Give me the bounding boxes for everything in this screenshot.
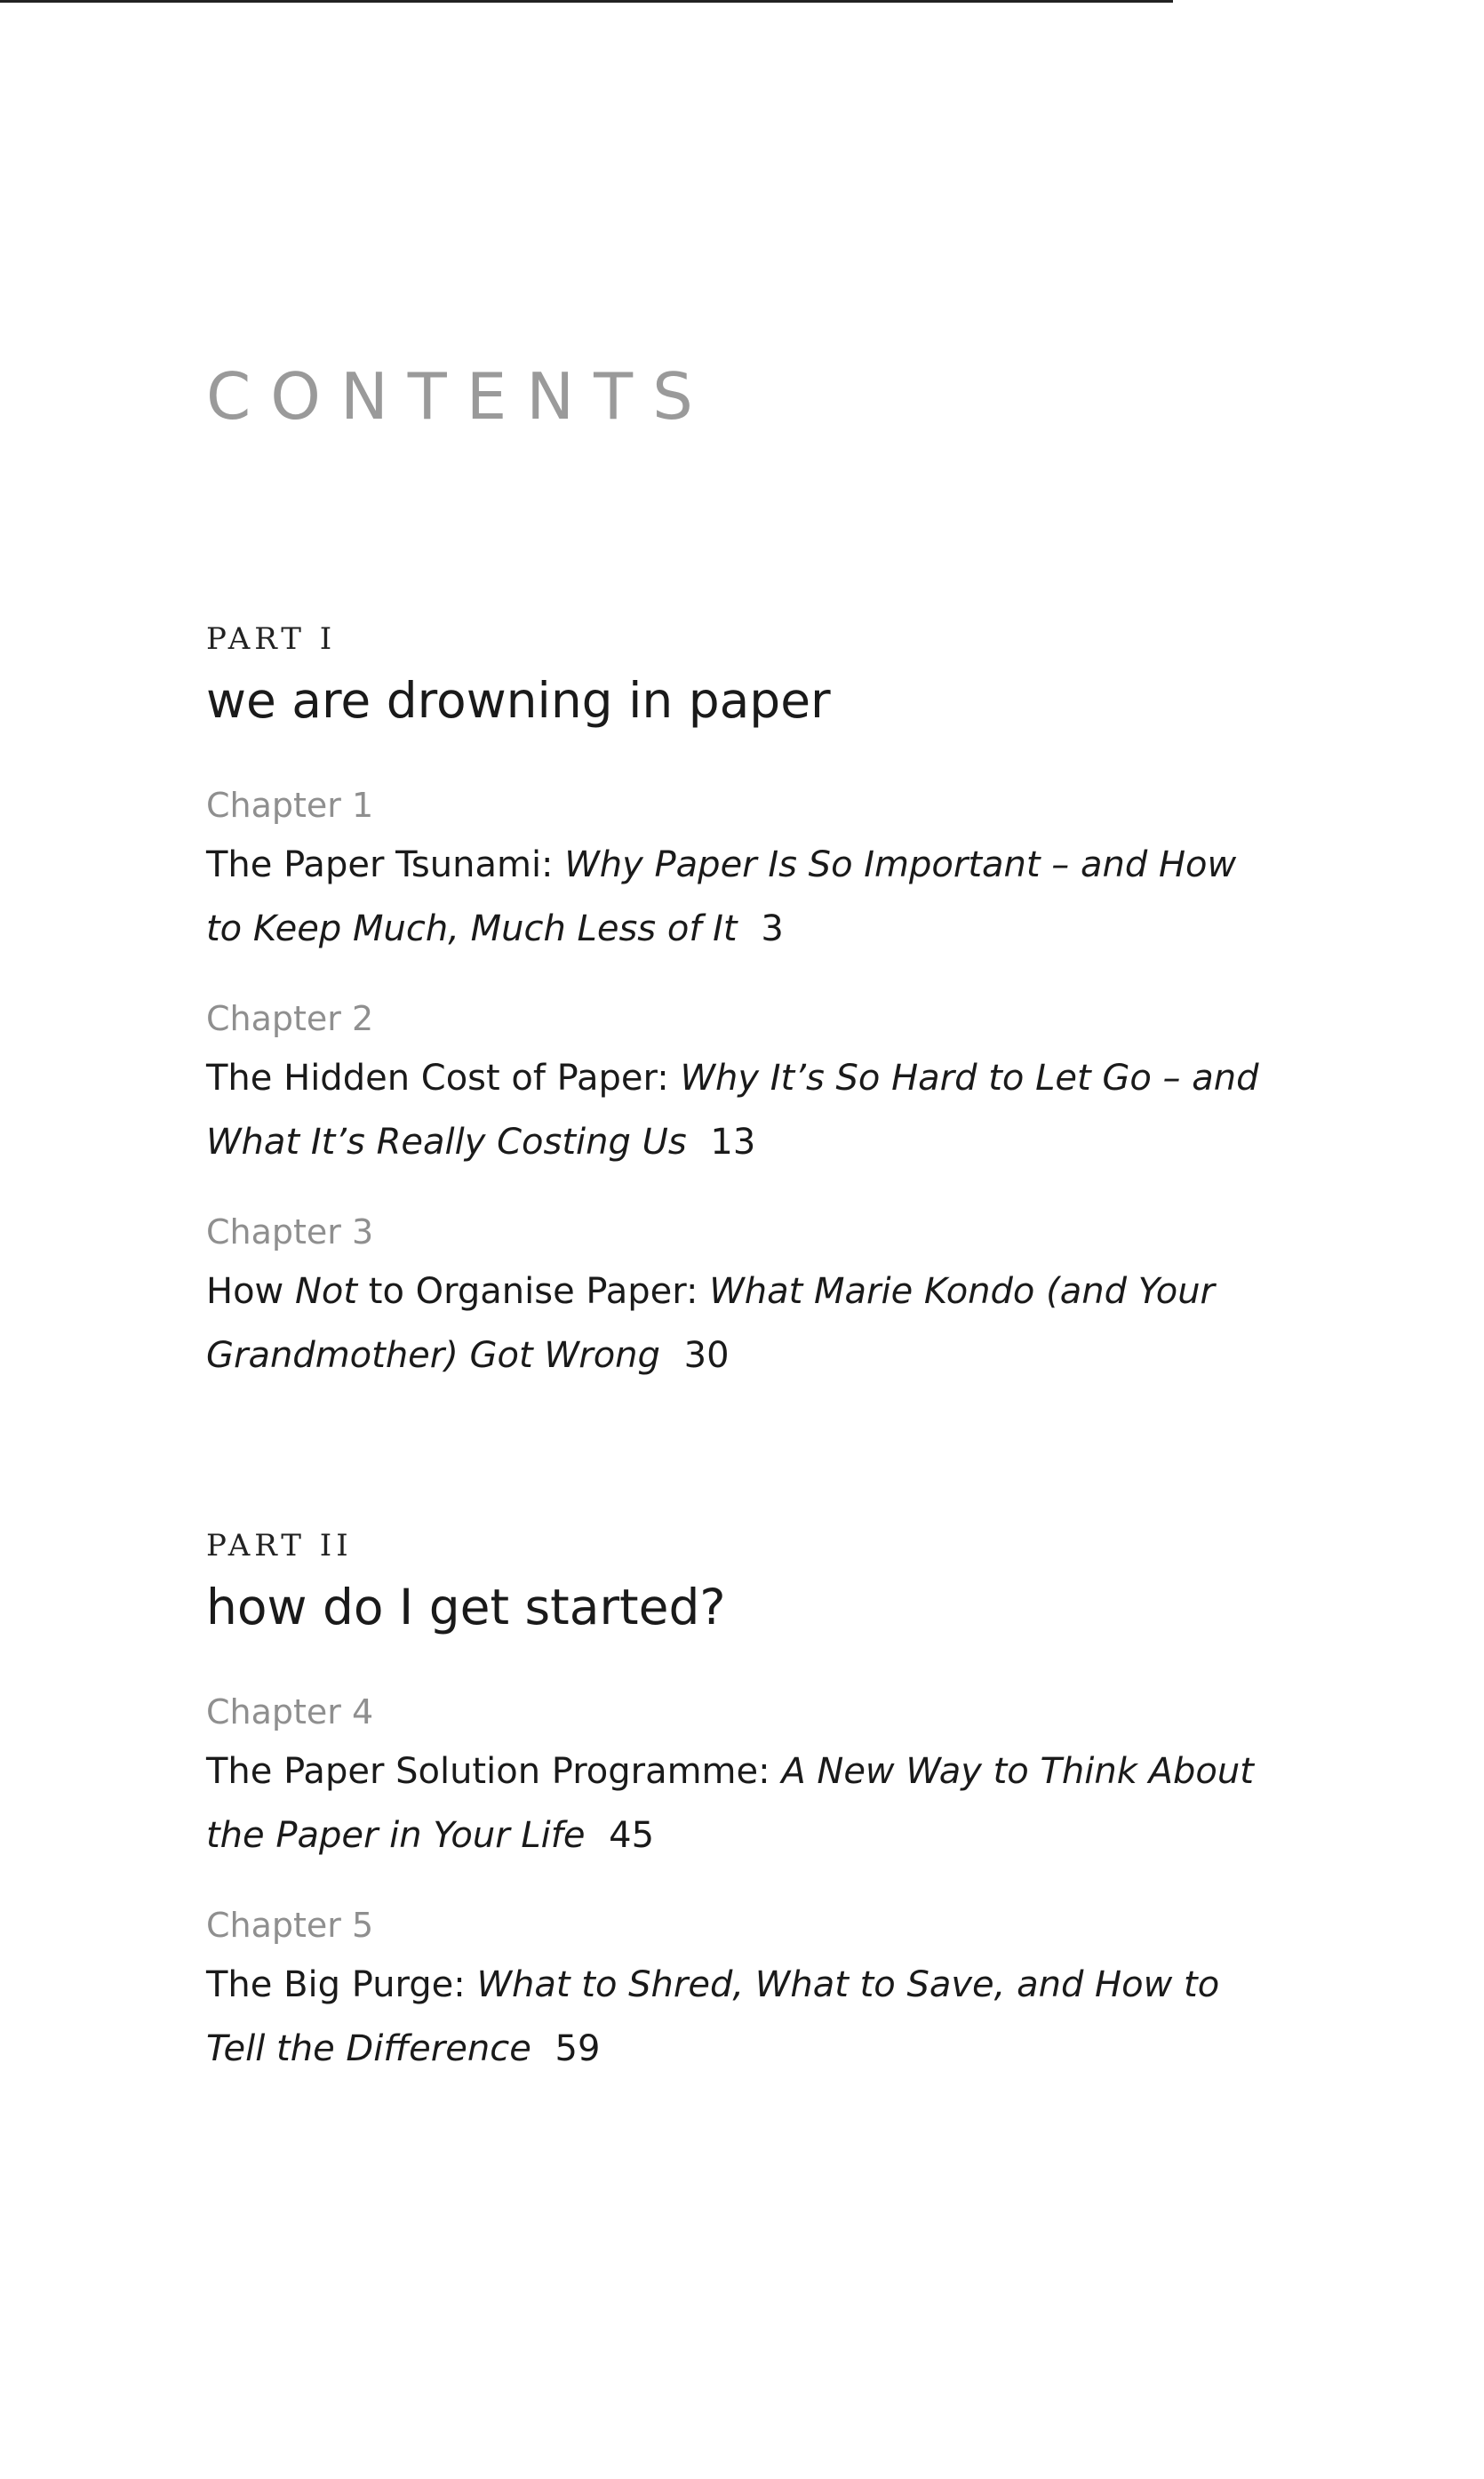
chapter-title: The Hidden Cost of Paper: [206,1057,669,1099]
part-1 [206,621,1308,1387]
chapter-title-emphasis: Not [294,1270,358,1312]
chapter-title: The Paper Solution Programme: [206,1750,770,1792]
chapter-page-number: 3 [761,908,784,949]
part-title: how do I get started? [206,1579,726,1635]
chapter-number: Chapter 5 [206,1905,374,1945]
chapter-page-number: 45 [609,1814,655,1856]
chapter-subtitle: Why It’s So Hard to Let Go – and What It’s Really Costing Us [206,1057,1259,1163]
chapter-number: Chapter 4 [206,1691,374,1731]
chapter-title: How [206,1270,284,1312]
chapter-subtitle: What to Shred, What to Save, and How to Tell the Difference [206,1963,1220,2069]
chapter-title-rest: to Organise Paper: [368,1270,698,1312]
chapter-title-line [206,833,1264,961]
page-top-edge [0,0,1173,3]
chapter-title-line [206,1259,1264,1387]
chapter-title-line [206,1739,1264,1867]
chapter-3-entry[interactable] [206,1212,1308,1387]
part-2 [206,1528,1308,2081]
chapter-title: The Big Purge: [206,1963,466,2005]
chapter-page-number: 59 [555,2027,601,2069]
part-label: PART I [206,621,337,657]
chapter-number: Chapter 2 [206,998,374,1038]
contents-heading: CONTENTS [206,359,713,434]
part-label: PART II [206,1528,353,1563]
chapter-number: Chapter 1 [206,785,374,825]
chapter-title-line [206,1953,1264,2081]
chapter-page-number: 30 [683,1334,730,1376]
chapter-2-entry[interactable] [206,998,1308,1174]
chapter-subtitle: A New Way to Think About the Paper in Your Life [206,1750,1254,1856]
chapter-5-entry[interactable] [206,1905,1308,2081]
chapter-title: The Paper Tsunami: [206,844,554,885]
chapter-1-entry[interactable] [206,785,1308,961]
chapter-subtitle: What Marie Kondo (and Your Grandmother) Got Wrong [206,1270,1215,1376]
part-title: we are drowning in paper [206,672,831,729]
chapter-title-line [206,1046,1264,1174]
chapter-4-entry[interactable] [206,1691,1308,1867]
chapter-number: Chapter 3 [206,1212,374,1251]
chapter-subtitle: Why Paper Is So Important – and How to Keep Much, Much Less of It [206,844,1237,949]
chapter-page-number: 13 [710,1121,756,1163]
